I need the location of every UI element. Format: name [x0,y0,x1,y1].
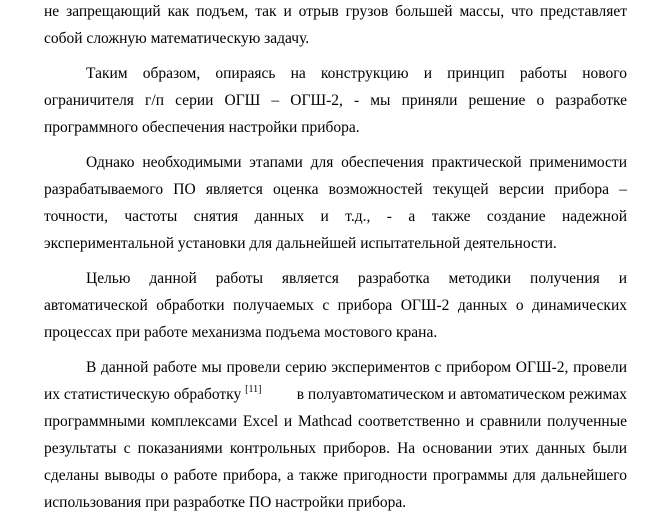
text-line: программными комплексами Excel и Mathcad соответственно и сравнили полученные [44,413,627,430]
text-line: ограничителя г/п серии ОГШ – ОГШ-2, - мы приняли решение о разработке [44,92,627,109]
text-fragment: их статистическую обработку [11] [44,383,262,403]
text-line: собой сложную математическую задачу. [44,30,310,47]
text-line: Целью данной работы является разработка методики получения и [86,270,627,287]
text-line: результаты с показаниями контрольных приборов. На основании этих данных были [44,440,627,457]
text-line: В данной работе мы провели серию экспериментов с прибором ОГШ-2, провели [86,359,627,376]
text-line: Таким образом, опираясь на конструкцию и принцип работы нового [86,65,627,82]
citation-reference: [11] [245,383,262,395]
text-line: разрабатываемого ПО является оценка возможностей текущей версии прибора – [44,181,627,198]
text-line: процессах при работе механизма подъема мостового крана. [44,324,438,341]
text-line: использования при разработке ПО настройки прибора. [44,494,407,511]
text-line: точности, частоты снятия данных и т.д., - а также создание надежной [44,208,627,225]
text-line: Однако необходимыми этапами для обеспечения практической применимости [86,154,627,171]
text-line [44,384,627,406]
text-fragment: в полуавтоматическом и автоматическом режимах [296,386,627,403]
text-line: программного обеспечения настройки прибора. [44,119,360,136]
text-line: сделаны выводы о работе прибора, а также пригодности программы для дальнейшего [44,467,627,484]
text-line: не запрещающий как подъем, так и отрыв грузов большей массы, что представляет [44,3,627,20]
text-line: экспериментальной установки для дальнейшей испытательной деятельности. [44,235,557,252]
text-line: автоматической обработки получаемых с прибора ОГШ-2 данных о динамических [44,297,627,314]
